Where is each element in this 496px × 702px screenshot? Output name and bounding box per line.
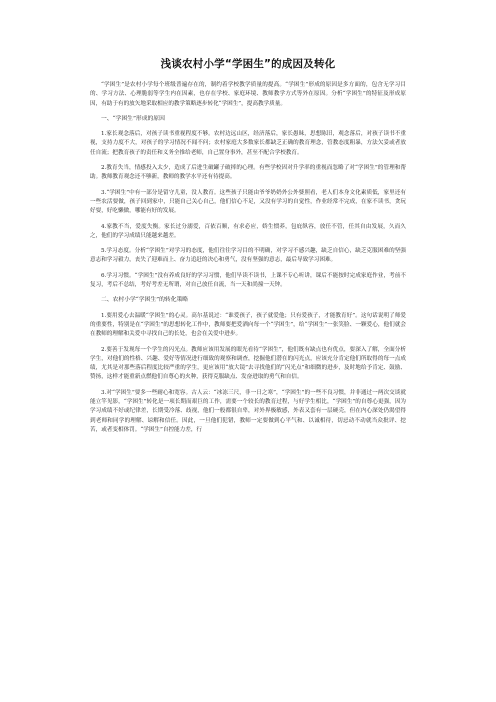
cause-paragraph-6: 6.学习习惯。“学困生”没有养成良好的学习习惯，他们旱读不读书，上课不专心听讲，课后不能按时完成家庭作业，考前不复习，考后不总结，考好考差无所谓，对自己放任自流，当一天和尚撞一天钟。 [90, 272, 406, 289]
cause-paragraph-4: 4.家教不当，爱度失衡。家长过分溺爱，百依百顺，有求必应，娇生惯养，包庇纵容，放任不管，任其自由发展，久而久之，他们的学习成绩只能越来越差。 [90, 223, 406, 239]
document-title: 浅谈农村小学“学困生”的成因及转化 [160, 58, 336, 70]
cause-paragraph-1: 1.家长观念落后，对孩子读书重视程度不够。农村边远山区，经济落后，家长愚昧，思想陈旧，观念落后，对孩子读书不重视，支持力度不大，对孩子的学习情况不闻不问；农村家庭大多数家长都缺乏正确的教育理念，管教态度粗暴，方法欠妥或者放任自流；把教育孩子的责任和义务全推给老师，自己置身事外，甚至不配合学校教育。 [90, 131, 406, 156]
strategy-paragraph-3: 3.对“学困生”要多一些耐心和宽容。古人云：“冰冻三尺，非一日之寒”，“学困生”的一些不良习惯，并非通过一两次交谈就能立竿见影，“学困生”转化是一项长期而艰巨的工作，需要一个较长的教育过程，与好学生相比，“学困生”的自尊心更强，因为学习成绩不好或纪律差，长期受冷落、歧视，他们一般都很自卑，对外界极敏感，外表又套有一层硬壳，但在内心深处仍渴望得到老师和同学的理解、谅解和信任。因此，一旦他们犯错，教师一定要做到心平气和、以诚相待，切忌动不动就当众批评、挖苦，或者变相体罚。“学困生”自控能力差，行 [90, 389, 406, 433]
strategy-paragraph-1: 1.要用爱心去温暖“学困生”的心灵。高尔基说过：“谁爱孩子，孩子就爱他；只有爱孩子，才能教育好”。这句话说明了师爱的重要性，特别是在“学困生”的思想转化工作中，教师要把爱洒向每一个“学困生”，给“学困生”一张笑脸、一颗爱心，他们就会在教师的理解和关爱中寻找自己的长处，也会在关爱中进步。 [90, 312, 406, 338]
cause-paragraph-5: 5.学习态度。分析“学困生”对学习的态度，他们往往学习目的不明确，对学习不感兴趣，缺乏自信心，缺乏克服困难的坚强意志和学习毅力，丧失了迎难而上、奋力追赶的决心和勇气，没有坚强的意志，最后导致学习困难。 [90, 248, 406, 264]
intro-paragraph: “学困生”是农村小学每个班级普遍存在的，制约着学校教学质量的提高。“学困生”形成的原因是多方面的，包含无学习目的、学习方法、心理脆弱等学生内在因素，也存在学校、家庭环境、教师教学方式等外在原因。分析“学困生”的特征及形成原因，有助于有的放矢地采取相应的教学策略逐步转化“学困生”，提高教学质量。 [90, 82, 406, 107]
section-heading-causes: 一、“学困生”形成的原因 [101, 115, 165, 122]
cause-paragraph-3: 3.“学困生”中有一部分是留守儿童，没人教育。这些孩子只能由爷爷奶奶外公外婆照看，老人们本身文化素质低，家里还有一些农活要做，孩子回到家中，只能自己关心自己，他们信心不足，又没有学习的自觉性，作业经常不完成，在家不读书，贪玩好耍，好吃懒做，哪能有好的发展。 [90, 189, 406, 215]
strategy-paragraph-2: 2.要善于发现每一个学生的闪光点。教师应该用发展的眼光看待“学困生”，他们既有缺点也有优点，要深入了解，全面分析学生，对他们的性格、兴趣、爱好等情况进行细致的观察和调查，挖掘他们潜在的闪光点，应该充分肯定他们所取得的每一点成绩，尤其是对那些落后程度比较严重的学生，更应该用“放大镜”去寻找他们的“闪光点”和细微的进步，及时地给予肯定、鼓励、赞扬，这样才能重新点燃他们自尊心的火种，获得克服缺点、发奋进取的勇气和自信。 [90, 346, 406, 381]
section-heading-strategies: 二、农村小学“学困生”的转化策略 [101, 297, 189, 304]
cause-paragraph-2: 2.教育失当，情感投入太少，造成了后进生破罐子破摔的心理。有些学校因对升学率的重视而忽略了对“学困生”的管理和帮助。教师教育观念还不够新，教师的教学水平还有待提高。 [90, 165, 406, 181]
